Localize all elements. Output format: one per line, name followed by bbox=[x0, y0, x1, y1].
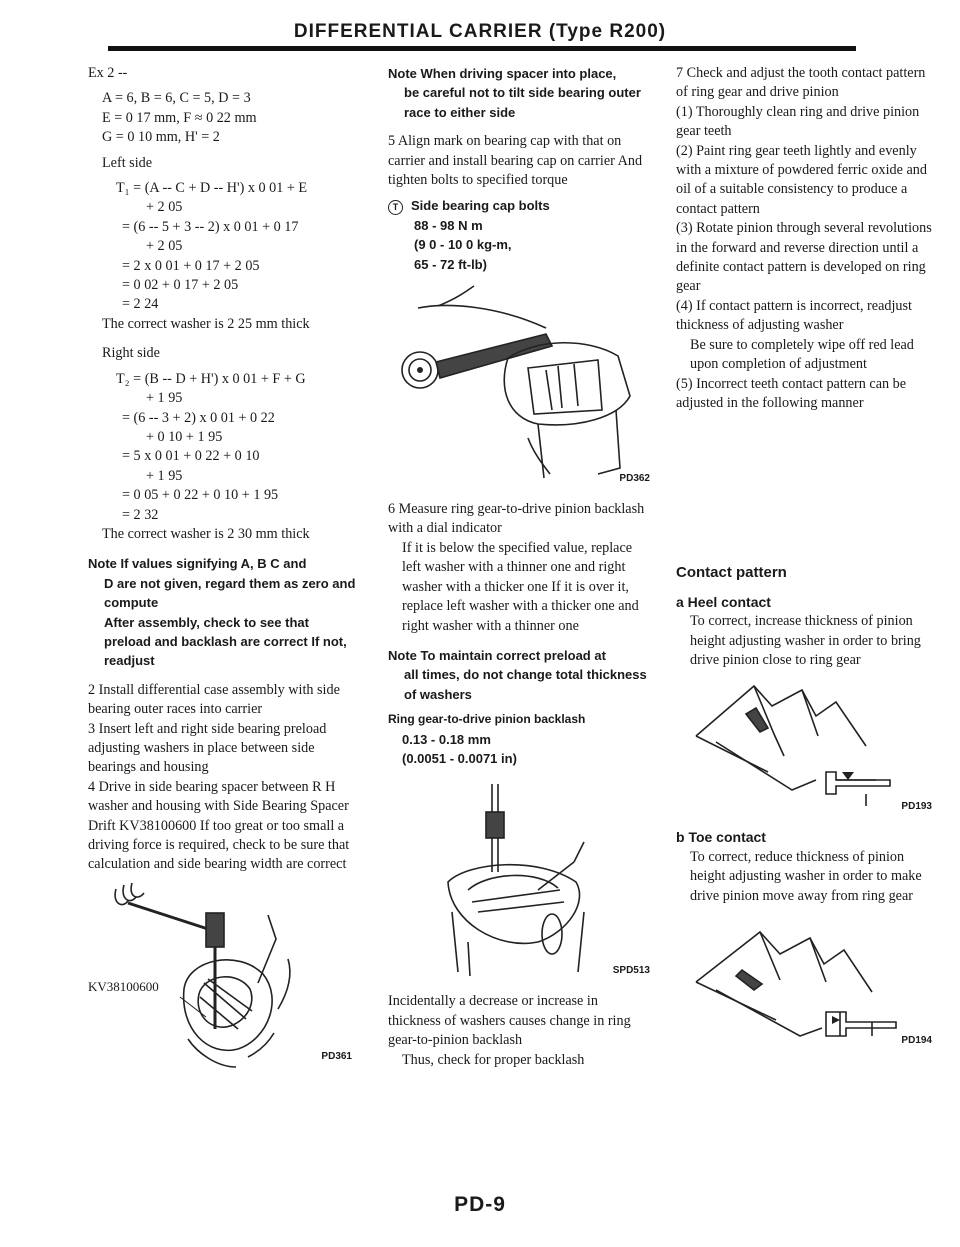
left-column bbox=[88, 64, 356, 1069]
dial-indicator-illustration bbox=[388, 772, 654, 982]
drift-tool-number: KV38100600 bbox=[88, 978, 159, 994]
right-side-label: Right side bbox=[102, 345, 160, 362]
figure-spd513 bbox=[388, 772, 654, 982]
values-line-1: A = 6, B = 6, C = 5, D = 3 bbox=[102, 90, 251, 107]
torque-spec-value: 88 - 98 N m bbox=[414, 217, 483, 233]
heel-contact-text: To correct, increase thickness of pinion height adjusting washer in order to bring drive pinion close to ring gear bbox=[690, 613, 921, 668]
incidental-note-check: Thus, check for proper backlash bbox=[402, 1051, 585, 1068]
note-readjust: After assembly, check to see that preload and backlash are correct If not, readjust bbox=[104, 614, 347, 669]
t2-line: = 0 05 + 0 22 + 0 10 + 1 95 bbox=[122, 487, 279, 504]
backlash-spec-value: (0.0051 - 0.0071 in) bbox=[402, 750, 517, 766]
torque-icon: T bbox=[388, 200, 403, 215]
header-rule bbox=[108, 46, 856, 51]
backlash-spec-value: 0.13 - 0.18 mm bbox=[402, 731, 491, 747]
toe-contact-illustration bbox=[676, 912, 936, 1052]
toe-contact-heading: b Toe contact bbox=[676, 829, 766, 846]
figure-code: SPD513 bbox=[612, 964, 650, 976]
substep-1: (1) Thoroughly clean ring and drive pinion gear teeth bbox=[676, 103, 920, 140]
t1-line: T₁ = (A -- C + D -- H') x 0 01 + E bbox=[116, 180, 308, 197]
figure-pd361 bbox=[88, 879, 356, 1069]
figure-pd362 bbox=[388, 278, 654, 490]
substep-5: (5) Incorrect teeth contact pattern can be adjusted in the following manner bbox=[676, 375, 907, 411]
drift-tool-illustration bbox=[88, 879, 356, 1069]
step-4: 4 Drive in side bearing spacer between R H washer and housing with Side Bearing Spacer Drift KV38100600 If too great or too small a driving force is required, check to be sure that calculation and side bearing width are correct bbox=[88, 778, 350, 873]
t1-line: = (6 -- 5 + 3 -- 2) x 0 01 + 0 17 bbox=[122, 218, 299, 235]
figure-pd193 bbox=[676, 676, 936, 818]
step-3: 3 Insert left and right side bearing preload adjusting washers in place between side bearings and housing bbox=[88, 720, 327, 776]
t1-line: = 2 x 0 01 + 0 17 + 2 05 bbox=[122, 257, 260, 274]
torque-spec-value: (9 0 - 10 0 kg-m, bbox=[414, 237, 512, 253]
step-7: 7 Check and adjust the tooth contact pattern of ring gear and drive pinion bbox=[676, 65, 926, 101]
note-preload: Note To maintain correct preload at bbox=[388, 647, 606, 663]
t2-line: + 1 95 bbox=[146, 390, 183, 407]
left-side-label: Left side bbox=[102, 154, 153, 171]
t1-line: = 0 02 + 0 17 + 2 05 bbox=[122, 277, 239, 294]
heel-contact-heading: a Heel contact bbox=[676, 593, 771, 610]
figure-code: PD193 bbox=[901, 800, 932, 812]
t2-line: = 5 x 0 01 + 0 22 + 0 10 bbox=[122, 448, 260, 465]
figure-pd194 bbox=[676, 912, 936, 1052]
page-header-title: DIFFERENTIAL CARRIER (Type R200) bbox=[293, 21, 667, 42]
t1-line: = 2 24 bbox=[122, 296, 159, 313]
right-column bbox=[676, 64, 936, 1052]
washer-result-left: The correct washer is 2 25 mm thick bbox=[102, 315, 310, 332]
note-driving-spacer: Note When driving spacer into place, bbox=[388, 66, 617, 81]
t2-line: = 2 32 bbox=[122, 506, 159, 523]
backlash-spec-title: Ring gear-to-drive pinion backlash bbox=[388, 712, 586, 727]
torque-wrench-illustration bbox=[388, 278, 654, 490]
note-driving-spacer-cont: be careful not to tilt side bearing outer race to either side bbox=[404, 85, 641, 120]
middle-column bbox=[388, 64, 654, 1070]
note-zero-values-line: D are not given, regard them as zero and compute bbox=[104, 575, 356, 611]
step-6: 6 Measure ring gear-to-drive pinion backlash with a dial indicator bbox=[388, 501, 645, 537]
figure-code: PD362 bbox=[619, 472, 650, 484]
t2-line: = (6 -- 3 + 2) x 0 01 + 0 22 bbox=[122, 409, 275, 426]
torque-spec-value: 65 - 72 ft-lb) bbox=[414, 256, 487, 272]
substep-4-detail: Be sure to completely wipe off red lead upon completion of adjustment bbox=[690, 336, 914, 373]
toe-contact-text: To correct, reduce thickness of pinion height adjusting washer in order to make drive pinion move away from ring gear bbox=[690, 848, 922, 904]
step-6-detail: If it is below the specified value, replace left washer with a thinner one and right washer with a thicker one If it is over it, replace left washer with a thicker one and right washer with a thinner one bbox=[402, 539, 639, 634]
example-label: Ex 2 -- bbox=[88, 65, 128, 81]
substep-2: (2) Paint ring gear teeth lightly and evenly with a mixture of powdered ferric oxide and oil of a suitable consistency to produce a contact pattern bbox=[676, 142, 927, 217]
t1-line: + 2 05 bbox=[146, 199, 183, 216]
figure-code: PD194 bbox=[901, 1034, 932, 1046]
t2-line: T₂ = (B -- D + H') x 0 01 + F + G bbox=[116, 370, 306, 387]
step-5: 5 Align mark on bearing cap with that on carrier and install bearing cap on carrier And tighten bolts to specified torque bbox=[388, 133, 643, 189]
substep-4: (4) If contact pattern is incorrect, readjust thickness of adjusting washer bbox=[676, 297, 912, 334]
t2-line: + 0 10 + 1 95 bbox=[146, 428, 223, 445]
values-line-2: E = 0 17 mm, F ≈ 0 22 mm bbox=[102, 109, 257, 126]
note-preload-cont: all times, do not change total thickness of washers bbox=[404, 667, 647, 702]
step-2: 2 Install differential case assembly with side bearing outer races into carrier bbox=[88, 681, 340, 718]
torque-spec-title: Side bearing cap bolts bbox=[411, 198, 550, 214]
incidental-note: Incidentally a decrease or increase in thickness of washers causes change in ring gear-to-pinion backlash bbox=[388, 993, 631, 1049]
page-number: PD-9 bbox=[454, 1193, 506, 1216]
substep-3: (3) Rotate pinion through several revolutions in the forward and reverse direction until a definite contact pattern is developed on ring gear bbox=[676, 220, 932, 295]
values-line-3: G = 0 10 mm, H' = 2 bbox=[102, 129, 220, 146]
washer-result-right: The correct washer is 2 30 mm thick bbox=[102, 525, 310, 542]
contact-pattern-heading: Contact pattern bbox=[676, 564, 787, 582]
heel-contact-illustration bbox=[676, 676, 936, 818]
figure-code: PD361 bbox=[321, 1051, 352, 1063]
note-zero-values-line: Note If values signifying A, B C and bbox=[88, 556, 307, 572]
t2-line: + 1 95 bbox=[146, 467, 183, 484]
t1-line: + 2 05 bbox=[146, 238, 183, 255]
